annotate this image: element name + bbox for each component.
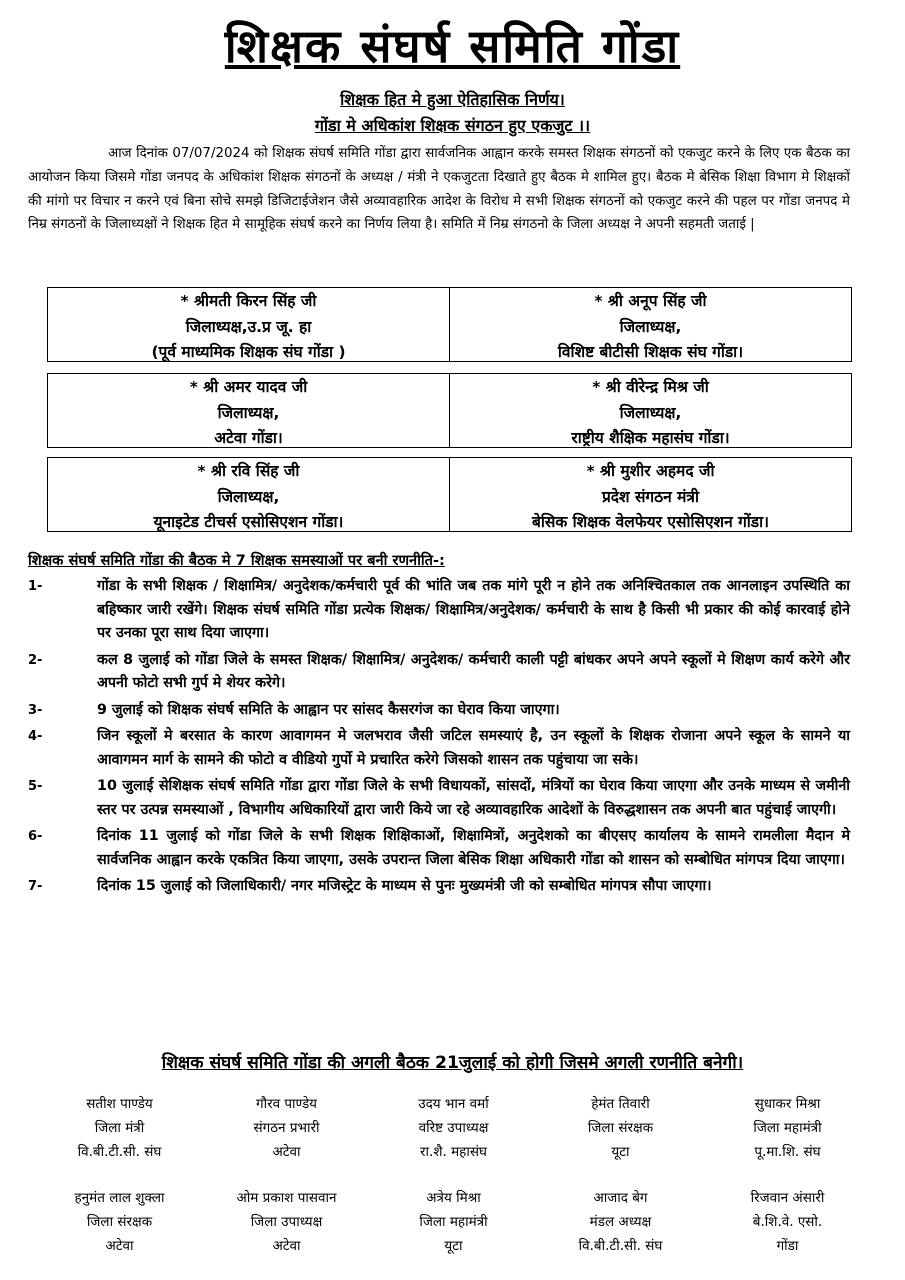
- leader-card: [48, 374, 450, 447]
- signatory-post: जिला संरक्षक: [86, 1214, 153, 1230]
- strategy-text: जिन स्कूलों मे बरसात के कारण आवागमन मे जलभराव जैसी जटिल समस्याएं है, उन स्कूलों के शिक्षक रोजाना अपने स्कूल के सामने या आवागमन मार्ग के सामने की फोटो व वीडियो गुर्पो मे प्रचारित करेगे जिसको शासन तक पहुंचाया जा सके।: [97, 728, 850, 768]
- leader-role: जिलाध्यक्ष,: [217, 403, 280, 422]
- signatory-org: यूटा: [611, 1144, 630, 1160]
- signatory-post: वरिष्ट उपाध्यक्ष: [418, 1120, 489, 1136]
- strategy-item: [28, 875, 850, 899]
- leader-org: विशिष्ट बीटीसी शिक्षक संघ गोंडा।: [557, 343, 744, 361]
- strategy-number: 4-: [28, 729, 43, 744]
- signatory-name: अत्रेय मिश्रा: [426, 1190, 481, 1206]
- signatory-org: अटेवा: [272, 1238, 301, 1254]
- leader-name: * श्री अनूप सिंह जी: [594, 292, 707, 310]
- leader-role: जिलाध्यक्ष,उ.प्र जू. हा: [185, 317, 312, 336]
- leader-card: [48, 458, 450, 531]
- signatory-name: रिजवान अंसारी: [750, 1190, 825, 1206]
- leader-name: * श्री रवि सिंह जी: [197, 462, 300, 480]
- signatory-org: अटेवा: [105, 1238, 134, 1254]
- leader-name: * श्रीमती किरन सिंह जी: [180, 292, 317, 310]
- signatory-org: रा.शै. महासंघ: [420, 1144, 487, 1160]
- strategy-item: [28, 725, 850, 772]
- strategy-item: [28, 649, 850, 696]
- strategy-text: दिनांक 15 जुलाई को जिलाधिकारी/ नगर मजिस्ट्रेट के माध्यम से पुनः मुख्यमंत्री जी को सम्बोधित मांगपत्र सौपा जाएगा।: [97, 878, 712, 894]
- leader-card: [450, 288, 851, 361]
- leader-card: [450, 374, 851, 447]
- leader-org: राष्ट्रीय शैक्षिक महासंघ गोंडा।: [571, 429, 730, 447]
- signatory-name: सुधाकर मिश्रा: [754, 1096, 821, 1112]
- leader-org: यूनाइटेड टीचर्स एसोसिएशन गोंडा।: [153, 513, 344, 531]
- strategy-number: 7-: [28, 879, 43, 894]
- leader-card: [48, 288, 450, 361]
- strategy-text: 10 जुलाई सेशिक्षक संघर्ष समिति गोंडा द्वारा गोंडा जिले के सभी विधायकों, सांसदों, मंत्रियों का घेराव किया जाएगा और उनके माध्यम से जमीनी स्तर पर उत्पन्न समस्याओं , विभागीय अधिकारियों द्वारा जारी किये जा रहे अव्यावहारिक आदेशों के विरुद्धशासन तक अपनी बात पहुंचाई जाएगी।: [97, 778, 850, 818]
- signatory: [36, 1092, 203, 1164]
- strategy-number: 1-: [28, 579, 43, 594]
- signatory: [36, 1186, 203, 1258]
- leader-role: जिलाध्यक्ष,: [217, 487, 280, 506]
- leader-org: अटेवा गोंडा।: [214, 429, 283, 447]
- strategy-number: 5-: [28, 779, 43, 794]
- signatory-name: आजाद बेग: [593, 1190, 648, 1206]
- signatory-name: सतीश पाण्डेय: [86, 1096, 153, 1112]
- leaders-box-2: [47, 373, 852, 448]
- signatory-name: गौरव पाण्डेय: [255, 1096, 318, 1112]
- strategy-item: [28, 775, 850, 822]
- leader-card: [450, 458, 851, 531]
- signatory: [203, 1186, 370, 1258]
- document-title: शिक्षक संघर्ष समिति गोंडा: [224, 19, 681, 73]
- leader-role: प्रदेश संगठन मंत्री: [601, 487, 700, 506]
- leaders-box-1: [47, 287, 852, 362]
- leader-name: * श्री मुशीर अहमद जी: [586, 462, 715, 480]
- signatory: [704, 1186, 871, 1258]
- leader-name: * श्री वीरेन्द्र मिश्र जी: [592, 378, 709, 396]
- signatory-post: जिला महामंत्री: [419, 1214, 488, 1230]
- intro-paragraph: आज दिनांक 07/07/2024 को शिक्षक संघर्ष समिति गोंडा द्वारा सार्वजनिक आह्वान करके समस्त शिक्षक संगठनों को एकजुट करने के लिए एक बैठक का आयोजन किया जिसमे गोंडा जनपद के अधिकांश शिक्षक संगठनों के अध्यक्ष / मंत्री ने एकजुटता दिखाते हुए बैठक मे शामिल हुए। बैठक मे बेसिक शिक्षा विभाग मे शिक्षकों की मांगो पर विचार न करने एवं बिना सोचे समझे डिजिटाईजेशन जैसे अव्यावहारिक आदेश के विरोध मे सभी शिक्षक संगठनों को एकजुट करने की पहल पर गोंडा जनपद मे निम्र संगठनों के जिलाध्यक्षों ने शिक्षक हित मे सामूहिक संघर्ष करने का निर्णय लिया है। समिति में निम्र संगठनो के जिला अध्यक्ष ने अपनी सहमती जताई |: [28, 146, 850, 233]
- strategy-number: 2-: [28, 652, 43, 668]
- signatory-post: बे.शि.वे. एसो.: [752, 1214, 823, 1230]
- signatory: [704, 1092, 871, 1164]
- leader-role: जिलाध्यक्ष,: [619, 403, 682, 422]
- strategy-number: 6-: [28, 829, 43, 844]
- signatory-post: मंडल अध्यक्ष: [589, 1214, 652, 1230]
- leader-name: * श्री अमर यादव जी: [189, 378, 308, 396]
- signatory-org: वि.बी.टी.सी. संघ: [77, 1144, 162, 1160]
- leader-role: जिलाध्यक्ष,: [619, 317, 682, 336]
- next-meeting-notice: शिक्षक संघर्ष समिति गोंडा की अगली बैठक 21जुलाई को होगी जिसमे अगली रणनीति बनेगी।: [161, 1053, 744, 1073]
- signatory-org: गोंडा: [776, 1238, 799, 1254]
- signatory-org: अटेवा: [272, 1144, 301, 1160]
- leader-org: बेसिक शिक्षक वेलफेयर एसोसिएशन गोंडा।: [531, 513, 769, 531]
- strategy-text: 9 जुलाई को शिक्षक संघर्ष समिति के आह्वान पर सांसद कैसरगंज का घेराव किया जाएगा।: [97, 701, 560, 718]
- signatory-name: हेमंत तिवारी: [591, 1096, 650, 1112]
- strategy-item: [28, 575, 850, 646]
- strategy-heading: शिक्षक संघर्ष समिति गोंडा की बैठक मे 7 शिक्षक समस्याओं पर बनी रणनीति-:: [28, 552, 445, 569]
- signatory: [370, 1092, 537, 1164]
- signatory-org: पू.मा.शि. संघ: [754, 1144, 821, 1160]
- strategy-text: कल 8 जुलाई को गोंडा जिले के समस्त शिक्षक/ शिक्षामित्र/ अनुदेशक/ कर्मचारी काली पट्टी बांधकर अपने अपने स्कूलों मे शिक्षण कार्य करेगे और अपनी फोटो सभी गुर्प मे शेयर करेगे।: [97, 651, 850, 691]
- strategy-text: गोंडा के सभी शिक्षक / शिक्षामित्र/ अनुदेशक/कर्मचारी पूर्व की भांति जब तक मांगे पूरी न होने तक अनिश्चितकाल तक आनलाइन उपस्थिति का बहिष्कार जारी रखेंगे। शिक्षक संघर्ष समिति गोंडा प्रत्येक शिक्षक/ शिक्षामित्र/अनुदेशक/ कर्मचारी के साथ है किसी भी प्रकार की कोई कारवाई होने पर उनका पूरा साथ दिया जाएगा।: [97, 578, 850, 641]
- leader-org: (पूर्व माध्यमिक शिक्षक संघ गोंडा ): [151, 343, 346, 361]
- signatories-row-1: [36, 1092, 871, 1164]
- subtitle-unity: गोंडा मे अधिकांश शिक्षक संगठन हुए एकजुट ।।: [314, 116, 591, 135]
- signatory-post: जिला मंत्री: [94, 1120, 145, 1136]
- signatory: [537, 1186, 704, 1258]
- strategy-number: 3-: [28, 702, 43, 718]
- subtitle-decision: शिक्षक हित मे हुआ ऐतिहासिक निर्णय।: [340, 90, 565, 109]
- leaders-box-3: [47, 457, 852, 532]
- signatory-name: ओम प्रकाश पासवान: [236, 1190, 337, 1206]
- signatory: [370, 1186, 537, 1258]
- signatory: [537, 1092, 704, 1164]
- signatory-post: जिला उपाध्यक्ष: [250, 1214, 323, 1230]
- strategy-list: [28, 575, 850, 902]
- signatory-post: संगठन प्रभारी: [253, 1120, 320, 1136]
- signatory-name: हनुमंत लाल शुक्ला: [74, 1190, 165, 1206]
- signatory-org: यूटा: [444, 1238, 463, 1254]
- signatory: [203, 1092, 370, 1164]
- signatory-org: वि.बी.टी.सी. संघ: [578, 1238, 663, 1254]
- strategy-text: दिनांक 11 जुलाई को गोंडा जिले के सभी शिक्षक शिक्षिकाओं, शिक्षामित्रों, अनुदेशको का बीएसए कार्यालय के सामने रामलीला मैदान मे सार्वजनिक आह्वान करके एकत्रित किया जाएगा, उसके उपरान्त जिला बेसिक शिक्षा अधिकारी गोंडा को शासन को सम्बोधित मांगपत्र दिया जाएगा।: [97, 828, 850, 868]
- signatory-post: जिला संरक्षक: [587, 1120, 654, 1136]
- strategy-item: [28, 825, 850, 872]
- strategy-item: [28, 699, 850, 723]
- signatory-name: उदय भान वर्मा: [418, 1096, 489, 1112]
- signatory-post: जिला महामंत्री: [753, 1120, 822, 1136]
- signatories-row-2: [36, 1186, 871, 1258]
